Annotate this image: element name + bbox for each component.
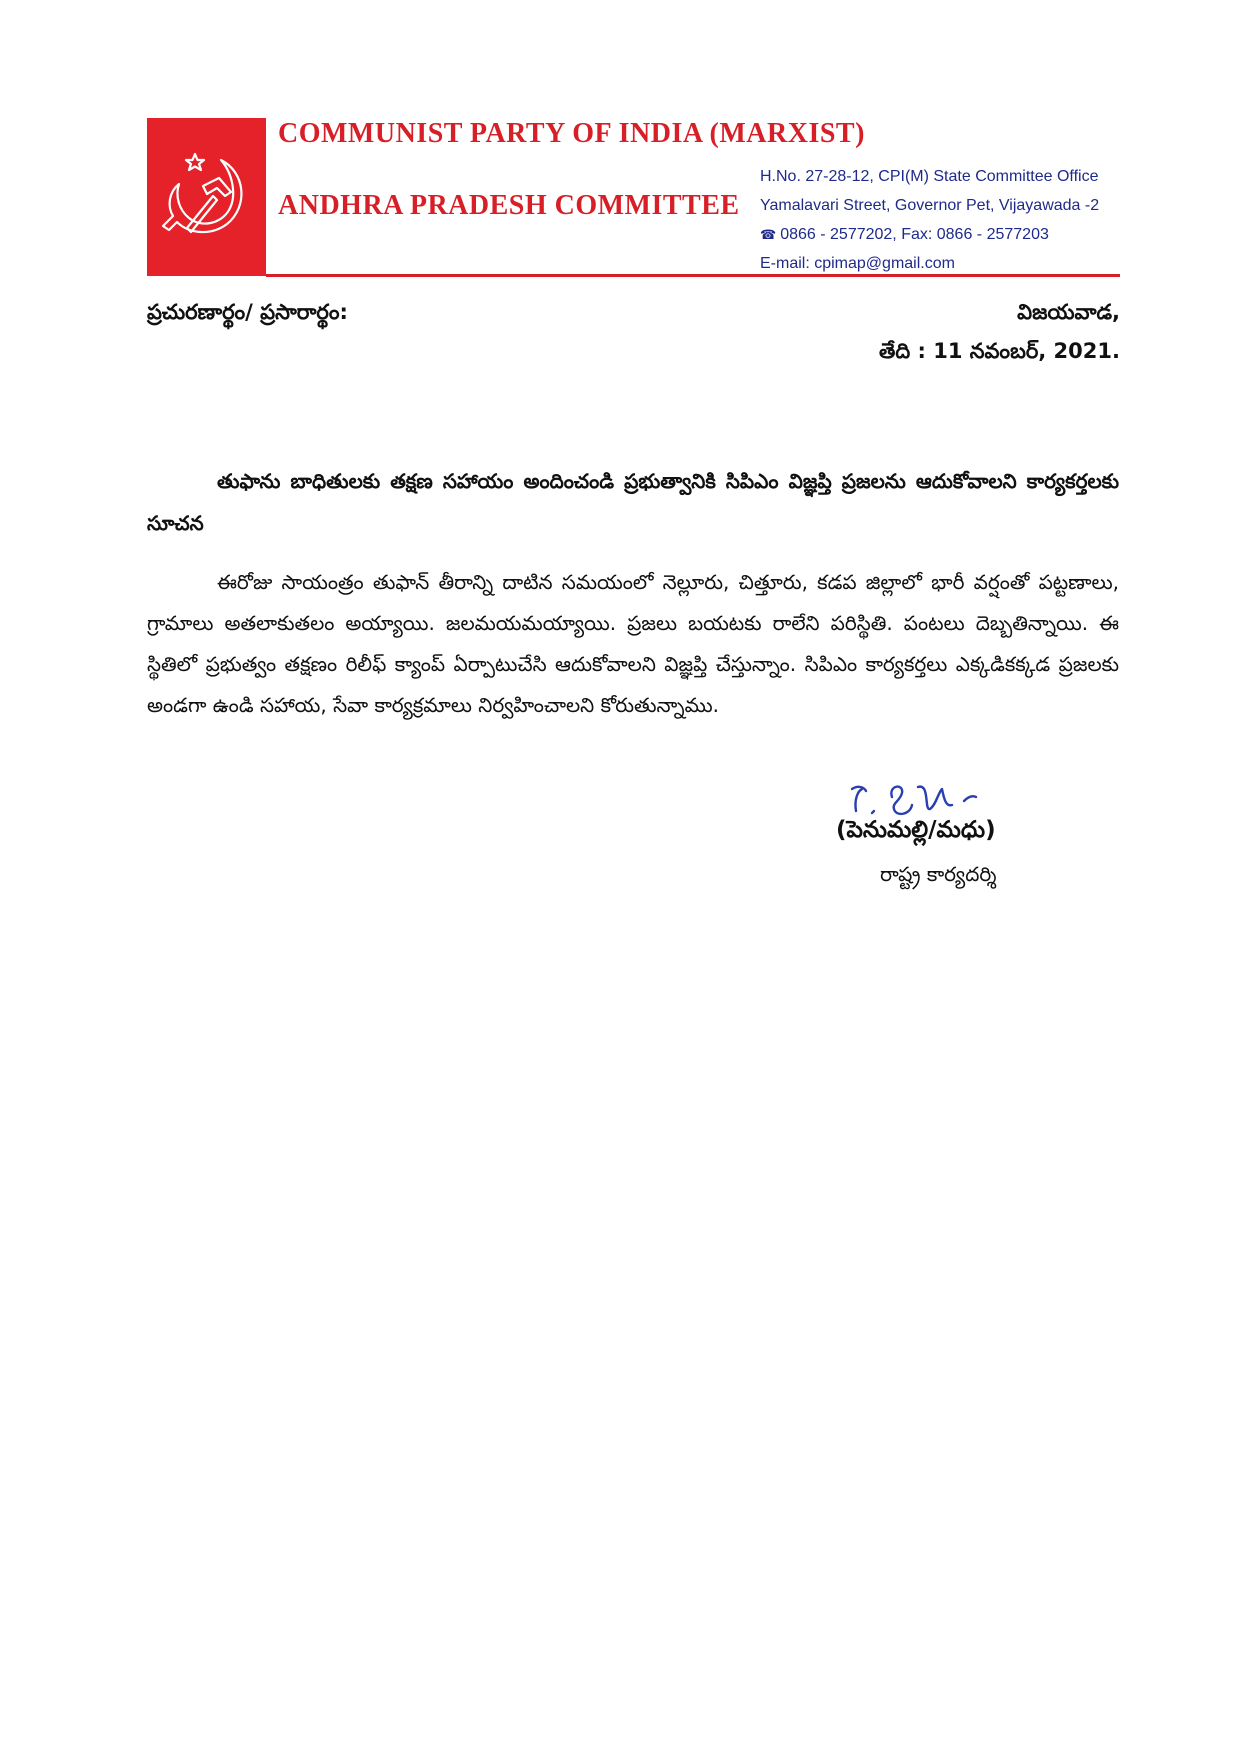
header-divider [266, 274, 1120, 277]
telephone-icon: ☎ [760, 227, 777, 242]
phone-line [760, 220, 1099, 249]
committee-name: ANDHRA PRADESH COMMITTEE [278, 190, 740, 221]
email-line: E-mail: cpimap@gmail.com [760, 255, 955, 272]
address-block [760, 162, 1099, 278]
signatory-name: (పెనుమల్లి/మధు) [836, 817, 996, 843]
press-release-body: ఈరోజు సాయంత్రం తుఫాన్ తీరాన్ని దాటిన సమయంలో నెల్లూరు, చిత్తూరు, కడప జిల్లాలో భారీ వర్షంతో పట్టణాలు, గ్రామాలు అతలాకుతలం అయ్యాయి. జలమయమయ్యాయి. ప్రజలు బయటకు రాలేని పరిస్థితి. పంటలు దెబ్బతిన్నాయి. ఈ స్థితిలో ప్రభుత్వం తక్షణం రిలీఫ్ క్యాంప్ ఏర్పాటుచేసి ఆదుకోవాలని విజ్ఞప్తి చేస్తున్నాం. సిపిఎం కార్యకర్తలు ఎక్కడికక్కడ ప్రజలకు అండగా ఉండి సహాయ, సేవా కార్యక్రమాలు నిర్వహించాలని కోరుతున్నాము. [147, 570, 1119, 717]
publication-label: ప్రచురణార్థం/ ప్రసారార్థం: [147, 300, 348, 324]
org-name: COMMUNIST PARTY OF INDIA (MARXIST) [278, 118, 865, 149]
address-line: Yamalavari Street, Governor Pet, Vijayawada -2 [760, 197, 1100, 214]
address-line: H.No. 27-28-12, CPI(M) State Committee Office [760, 168, 1099, 185]
signatory-title: రాష్ట్ర కార్యదర్శి [880, 862, 997, 886]
party-logo [147, 118, 266, 276]
place: విజయవాడ, [1017, 300, 1120, 324]
hammer-sickle-star-icon [157, 148, 257, 248]
handwritten-signature [848, 775, 1038, 823]
letterhead [147, 118, 1120, 278]
phone-numbers: 0866 - 2577202, Fax: 0866 - 2577203 [780, 226, 1049, 243]
press-release-headline: తుఫాను బాధితులకు తక్షణ సహాయం అందించండి ప్రభుత్వానికి సిపిఎం విజ్ఞప్తి ప్రజలను ఆదుకోవాలని కార్యకర్తలకు సూచన [147, 469, 1119, 535]
date: తేది : 11 నవంబర్, 2021. [879, 339, 1120, 363]
